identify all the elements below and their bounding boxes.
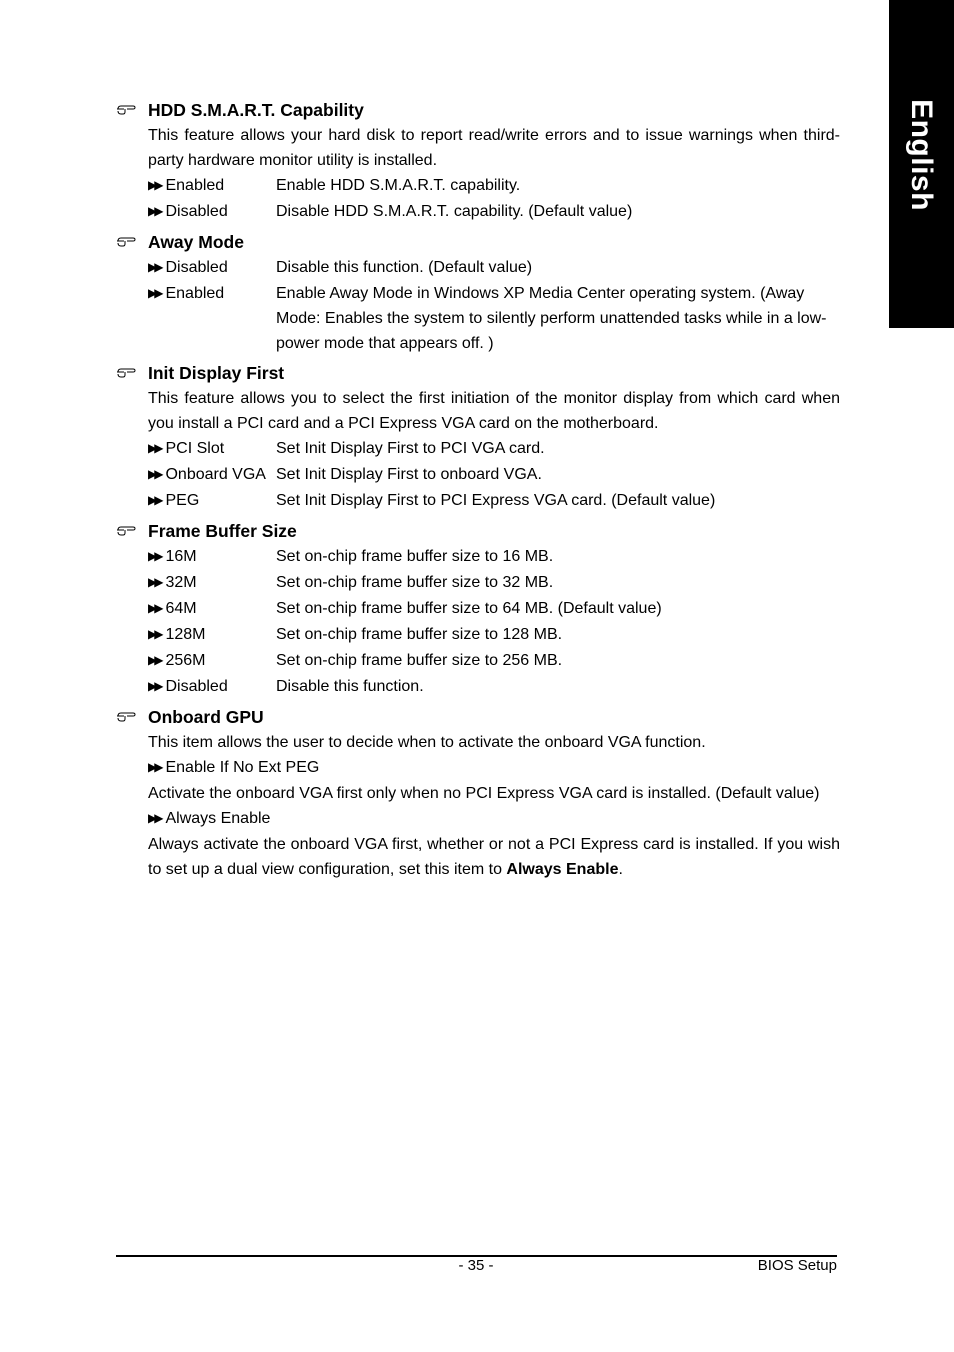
- section-away-mode: [116, 229, 840, 356]
- option-row: [116, 436, 840, 462]
- option-name: Disabled: [165, 259, 228, 276]
- section-heading: [116, 360, 840, 386]
- option-name: Onboard VGA: [165, 466, 266, 483]
- footer-section-label: BIOS Setup: [757, 1257, 837, 1274]
- section-title: Onboard GPU: [148, 707, 264, 727]
- language-tab-label: English: [905, 99, 938, 211]
- double-arrow-icon: ▶▶: [148, 260, 161, 274]
- section-init-display-first: [116, 360, 840, 514]
- section-heading: [116, 97, 840, 123]
- option-text: Enable HDD S.M.A.R.T. capability.: [276, 177, 521, 194]
- double-arrow-icon: ▶▶: [148, 441, 161, 455]
- double-arrow-icon: ▶▶: [148, 627, 161, 641]
- option-name: 64M: [165, 600, 197, 617]
- option-name: Disabled: [165, 203, 228, 220]
- option-row: [116, 462, 840, 488]
- page-content: [116, 97, 840, 886]
- option-row: [116, 622, 840, 648]
- sub-option-text-prefix: Always activate the onboard VGA first, whether or not a PCI Express card is installed. If you wish to set up a dual view configuration, set this item to: [148, 836, 840, 878]
- option-name-cell: [148, 436, 276, 462]
- section-title: Away Mode: [148, 232, 244, 252]
- option-text: Disable this function. (Default value): [276, 259, 533, 276]
- option-name-cell: [148, 544, 276, 570]
- option-name: 32M: [165, 574, 197, 591]
- option-text: Set on-chip frame buffer size to 64 MB. (Default value): [276, 600, 662, 617]
- option-name: PEG: [165, 492, 200, 509]
- option-row: [116, 173, 840, 199]
- double-arrow-icon: ▶▶: [148, 493, 161, 507]
- sub-option-label: [116, 755, 840, 781]
- option-name: PCI Slot: [165, 440, 225, 457]
- option-name: 16M: [165, 548, 197, 565]
- page-number: - 35 -: [458, 1257, 494, 1274]
- section-hdd-smart: [116, 97, 840, 225]
- option-name-cell: [148, 488, 276, 514]
- sub-option-text: Activate the onboard VGA first only when no PCI Express VGA card is installed. (Default value): [148, 785, 820, 802]
- option-name: 128M: [165, 626, 206, 643]
- option-text: Set on-chip frame buffer size to 16 MB.: [276, 548, 554, 565]
- pointing-hand-icon: [116, 364, 138, 380]
- option-row: [116, 255, 840, 281]
- sub-option-text: [116, 832, 840, 882]
- option-name-cell: [148, 674, 276, 700]
- option-text: Set Init Display First to PCI VGA card.: [276, 440, 545, 457]
- option-name-cell: [148, 462, 276, 488]
- section-title: HDD S.M.A.R.T. Capability: [148, 100, 364, 120]
- option-name-cell: [148, 648, 276, 674]
- section-heading: [116, 704, 840, 730]
- option-row: [116, 648, 840, 674]
- section-title: Init Display First: [148, 363, 285, 383]
- double-arrow-icon: ▶▶: [148, 575, 161, 589]
- option-row: [116, 488, 840, 514]
- option-text: Enable Away Mode in Windows XP Media Center operating system. (Away Mode: Enables the system to silently perform unattended tasks while in a low-power mode that appears off. ): [276, 285, 827, 352]
- option-text: Set Init Display First to PCI Express VGA card. (Default value): [276, 492, 716, 509]
- double-arrow-icon: ▶▶: [148, 760, 161, 774]
- section-onboard-gpu: [116, 704, 840, 882]
- option-name: Disabled: [165, 678, 228, 695]
- section-description: This item allows the user to decide when to activate the onboard VGA function.: [148, 734, 706, 751]
- option-text: Set on-chip frame buffer size to 128 MB.: [276, 626, 563, 643]
- option-name-cell: [148, 281, 276, 307]
- option-text: Set on-chip frame buffer size to 32 MB.: [276, 574, 554, 591]
- option-name: 256M: [165, 652, 206, 669]
- pointing-hand-icon: [116, 522, 138, 538]
- option-name: Enabled: [165, 285, 225, 302]
- option-name-cell: [148, 596, 276, 622]
- sub-option-name: Always Enable: [165, 810, 271, 827]
- option-row: [116, 199, 840, 225]
- pointing-hand-icon: [116, 101, 138, 117]
- section-frame-buffer-size: [116, 518, 840, 700]
- section-title: Frame Buffer Size: [148, 521, 297, 541]
- option-row: [116, 674, 840, 700]
- sub-option-label: [116, 806, 840, 832]
- language-side-tab: [889, 0, 954, 328]
- section-heading: [116, 229, 840, 255]
- double-arrow-icon: ▶▶: [148, 601, 161, 615]
- sub-option-text-bold: Always Enable: [506, 861, 619, 878]
- double-arrow-icon: ▶▶: [148, 204, 161, 218]
- option-name-cell: [148, 570, 276, 596]
- option-row: [116, 544, 840, 570]
- option-text: Set on-chip frame buffer size to 256 MB.: [276, 652, 563, 669]
- option-text: Set Init Display First to onboard VGA.: [276, 466, 542, 483]
- double-arrow-icon: ▶▶: [148, 549, 161, 563]
- section-description: This feature allows you to select the first initiation of the monitor display from which card when you install a PCI card and a PCI Express VGA card on the motherboard.: [148, 390, 840, 432]
- option-name-cell: [148, 173, 276, 199]
- pointing-hand-icon: [116, 233, 138, 249]
- pointing-hand-icon: [116, 708, 138, 724]
- option-row: [116, 596, 840, 622]
- option-name-cell: [148, 199, 276, 225]
- option-text: Disable HDD S.M.A.R.T. capability. (Default value): [276, 203, 633, 220]
- double-arrow-icon: ▶▶: [148, 653, 161, 667]
- section-description: This feature allows your hard disk to report read/write errors and to issue warnings when third-party hardware monitor utility is installed.: [148, 127, 840, 169]
- option-row: [116, 570, 840, 596]
- option-row: [116, 281, 840, 356]
- option-text: Disable this function.: [276, 678, 424, 695]
- sub-option-text-suffix: .: [618, 861, 623, 878]
- double-arrow-icon: ▶▶: [148, 178, 161, 192]
- option-name-cell: [148, 622, 276, 648]
- double-arrow-icon: ▶▶: [148, 679, 161, 693]
- option-name-cell: [148, 255, 276, 281]
- section-heading: [116, 518, 840, 544]
- sub-option-name: Enable If No Ext PEG: [165, 759, 320, 776]
- double-arrow-icon: ▶▶: [148, 811, 161, 825]
- option-name: Enabled: [165, 177, 225, 194]
- double-arrow-icon: ▶▶: [148, 467, 161, 481]
- double-arrow-icon: ▶▶: [148, 286, 161, 300]
